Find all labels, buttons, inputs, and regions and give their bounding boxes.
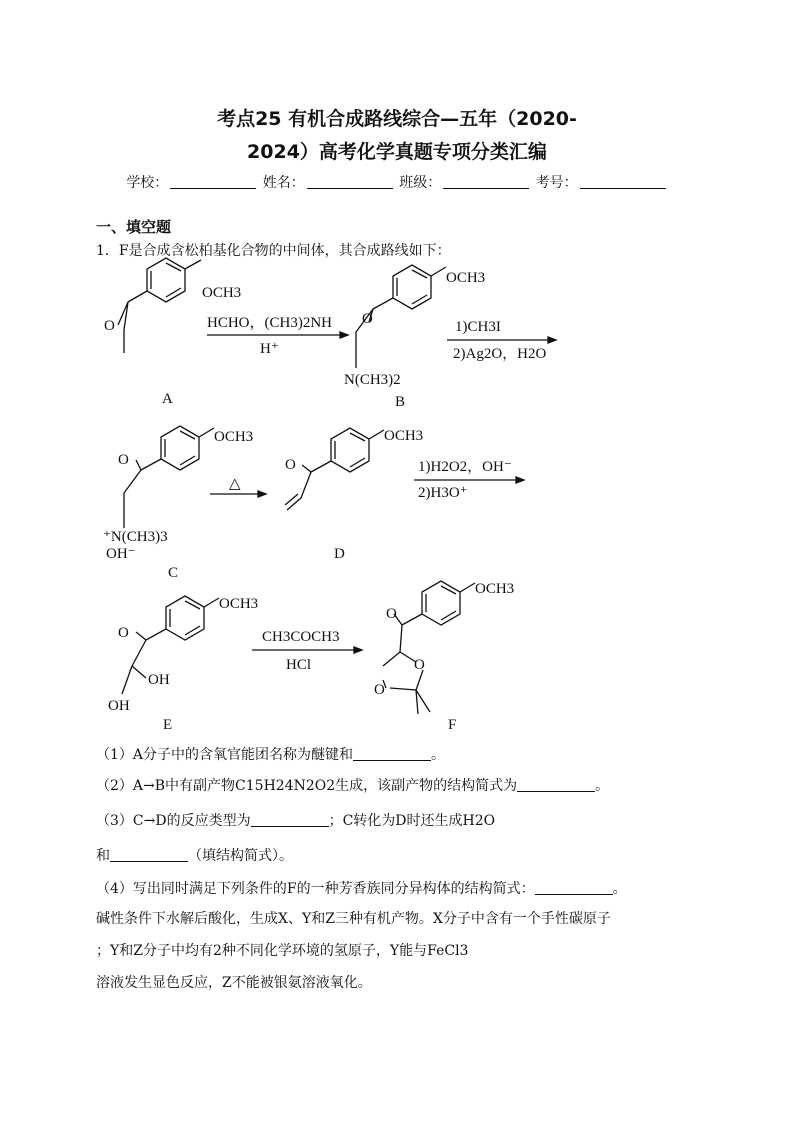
label-C: C — [168, 565, 179, 581]
water-formula: H2O — [462, 813, 496, 829]
subquestion-3-cont — [96, 845, 293, 865]
step1-reagent-top: HCHO，(CH3)2NH — [207, 315, 332, 331]
school-label: 学校： — [126, 175, 169, 191]
compound-A-structure — [118, 258, 201, 353]
F-ring-oxygen-1: O — [414, 657, 425, 673]
subquestion-1: （1）A分子中的含氧官能团名称为醚键和 。 — [96, 747, 446, 763]
compound-E-structure — [122, 596, 219, 694]
name-label: 姓名： — [262, 175, 305, 191]
answer-blank-2[interactable] — [517, 777, 595, 792]
step2-reagent-top: 1)CH3I — [455, 319, 501, 335]
E-oxygen: O — [118, 625, 129, 641]
subquestion-3-text-a: （3）C→D的反应类型为 — [96, 813, 251, 829]
subquestion-4-line4: 溶液发生显色反应，Z不能被银氨溶液氧化。 — [96, 975, 372, 991]
subquestion-4-line3 — [96, 940, 468, 960]
question-1-stem: 1．F是合成含松柏基化合物的中间体，其合成路线如下： — [96, 243, 451, 259]
E-hydroxyl-2: OH — [108, 698, 130, 714]
C-hydroxide: OH⁻ — [106, 546, 136, 562]
step5-reagent-top: CH3COCH3 — [262, 629, 340, 645]
D-substituent: OCH3 — [384, 428, 424, 444]
class-label: 班级： — [399, 175, 442, 191]
answer-blank-3b[interactable] — [110, 847, 188, 862]
step5-reagent-bottom: HCl — [286, 657, 312, 673]
answer-blank-4[interactable] — [535, 880, 613, 895]
subquestion-2: （2）A→B中有副产物C15H24N2O2生成，该副产物的结构简式为 。 — [96, 778, 610, 794]
D-oxygen: O — [285, 457, 296, 473]
compound-D-structure — [285, 428, 384, 510]
C-ammonium: ⁺N(CH3)3 — [103, 529, 168, 545]
C-substituent: OCH3 — [214, 429, 254, 445]
page-title-line1: 考点25 有机合成路线综合—五年（2020- — [217, 108, 577, 130]
E-hydroxyl-1: OH — [148, 672, 170, 688]
subquestion-2-text-b: 生成，该副产物的结构简式为 — [335, 778, 518, 794]
step4-reagent-bottom: 2)H3O⁺ — [418, 485, 468, 501]
step4-reagent-top: 1)H2O2，OH⁻ — [418, 459, 512, 475]
fecl3-formula: FeCl3 — [427, 943, 469, 959]
subquestion-4: （4）写出同时满足下列条件的F的一种芳香族同分异构体的结构简式： 。 — [96, 881, 627, 897]
subquestion-4-text-a: （4）写出同时满足下列条件的F的一种芳香族同分异构体的结构简式： — [96, 881, 535, 897]
A-oxygen: O — [104, 318, 115, 334]
B-amine: N(CH3)2 — [344, 372, 401, 388]
label-D: D — [334, 546, 345, 562]
F-carbonyl-oxygen: O — [386, 606, 397, 622]
subquestion-3-text-b: ；C转化为D时还生成 — [328, 813, 463, 829]
C-oxygen: O — [118, 452, 129, 468]
label-E: E — [163, 717, 173, 733]
answer-blank-1[interactable] — [353, 746, 431, 761]
A-substituent: OCH3 — [202, 285, 242, 301]
subquestion-3-text-d: （填结构简式）。 — [188, 848, 293, 864]
answer-blank-3a[interactable] — [251, 812, 329, 827]
F-ring-oxygen-2: O — [374, 682, 385, 698]
step3-heat: △ — [229, 476, 241, 492]
byproduct-formula: C15H24N2O2 — [235, 778, 336, 794]
F-substituent: OCH3 — [475, 581, 515, 597]
B-substituent: OCH3 — [446, 270, 486, 286]
subquestion-1-text: （1）A分子中的含氧官能团名称为醚键和 — [96, 747, 354, 763]
subquestion-4-text-c: ；Y和Z分子中均有2种不同化学环境的氢原子，Y能与 — [96, 943, 428, 959]
compound-C-structure — [124, 426, 214, 528]
B-oxygen: O — [362, 311, 373, 327]
subquestion-3 — [96, 810, 495, 830]
section-heading: 一、填空题 — [96, 218, 172, 236]
compound-F-structure — [383, 581, 475, 714]
step1-reagent-bottom: H⁺ — [260, 341, 279, 357]
page-title-line2: 2024）高考化学真题专项分类汇编 — [247, 141, 547, 163]
subquestion-2-text-a: （2）A→B中有副产物 — [96, 778, 236, 794]
exam-number-label: 考号： — [535, 175, 578, 191]
label-B: B — [395, 394, 406, 410]
label-A: A — [162, 391, 173, 407]
E-substituent: OCH3 — [219, 596, 259, 612]
subquestion-4-line2: 碱性条件下水解后酸化，生成X、Y和Z三种有机产物。X分子中含有一个手性碳原子 — [96, 911, 611, 927]
label-F: F — [448, 717, 457, 733]
subquestion-3-text-c: 和 — [96, 848, 110, 864]
step2-reagent-bottom: 2)Ag2O，H2O — [453, 346, 547, 362]
